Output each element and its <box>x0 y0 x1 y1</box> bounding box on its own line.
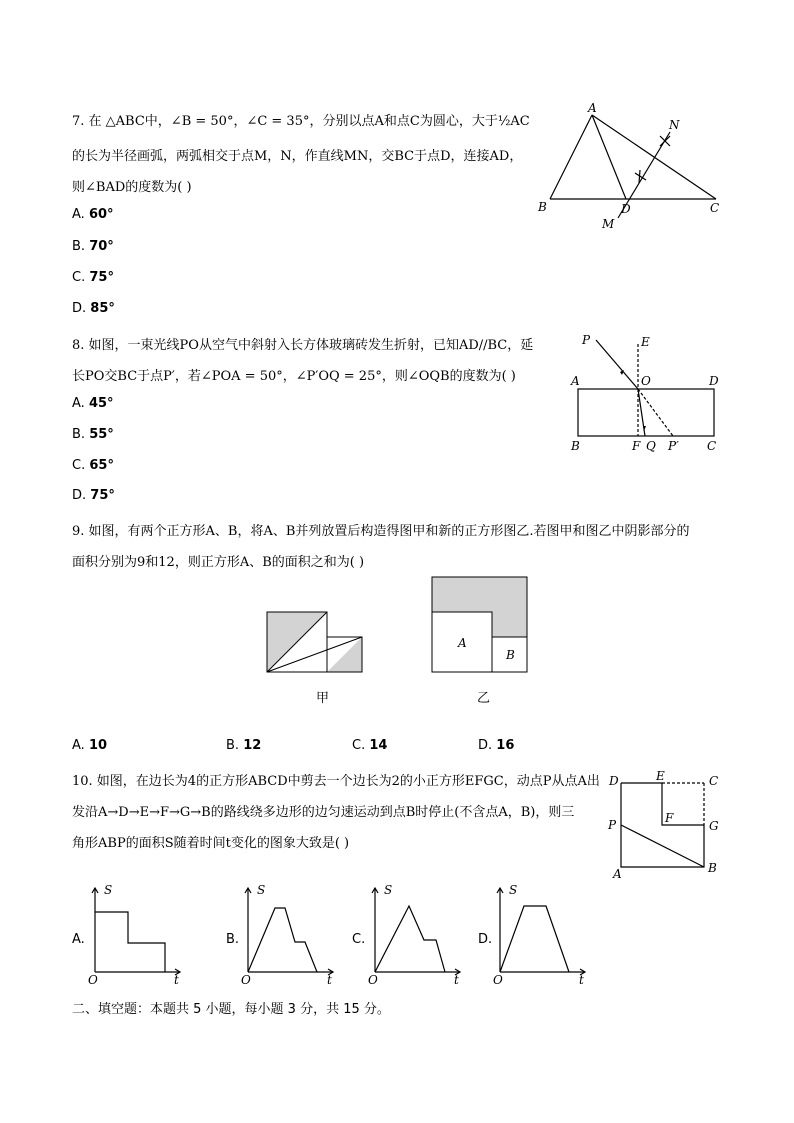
q10-graph-a-letter: A. <box>72 932 85 947</box>
q10-graph-c-curve <box>375 906 445 972</box>
q10-label-e: E <box>656 769 665 783</box>
q8-label-a: A <box>571 374 580 388</box>
q10-graph-c-letter: C. <box>352 932 366 947</box>
q10-graph-b[interactable] <box>237 880 337 990</box>
svg-text:S: S <box>384 883 393 897</box>
q7-label-c: C <box>710 201 720 215</box>
section-title: 二、填空题：本题共 5 小题，每小题 3 分，共 15 分。 <box>72 1002 390 1017</box>
q9-option-c[interactable]: C. 14 <box>352 738 388 753</box>
q10-graph-a[interactable] <box>84 880 184 990</box>
svg-text:S: S <box>257 883 266 897</box>
q9-figure-jia <box>267 612 362 672</box>
q8-label-c: C <box>707 439 717 453</box>
q8-glass-block <box>578 389 714 436</box>
svg-text:t: t <box>327 973 332 987</box>
q10-label-g: G <box>709 819 719 833</box>
svg-text:t: t <box>579 973 584 987</box>
q8-label-p: P <box>582 333 591 347</box>
q8-text-line1: 8. 如图，一束光线PO从空气中斜射入长方体玻璃砖发生折射，已知AD//BC，延 <box>72 338 534 353</box>
q7-text-line1: 7. 在 △ABC中，∠B = 50°，∠C = 35°，分别以点A和点C为圆心，大于½AC <box>72 114 530 129</box>
q10-graph-b-letter: B. <box>226 932 240 947</box>
q7-side-ac <box>592 115 716 199</box>
q8-label-b: B <box>571 439 580 453</box>
q9-caption-jia: 甲 <box>316 691 330 706</box>
q10-square-figure <box>605 768 730 880</box>
q7-side-ab <box>550 115 592 199</box>
q10-graph-c[interactable] <box>364 880 464 990</box>
q9-caption-yi: 乙 <box>477 691 491 706</box>
svg-text:O: O <box>241 973 251 987</box>
svg-text:O: O <box>493 973 503 987</box>
svg-text:S: S <box>104 883 113 897</box>
q10-polygon <box>621 783 704 867</box>
q10-graph-b-curve <box>248 908 317 972</box>
q10-label-b: B <box>708 861 717 875</box>
q7-label-a: A <box>588 101 597 115</box>
q8-option-c[interactable]: C. 65° <box>72 458 114 473</box>
q7-label-m: M <box>602 217 615 231</box>
q10-label-a: A <box>613 867 622 880</box>
q8-label-d: D <box>709 374 719 388</box>
q8-label-q: Q <box>646 439 656 453</box>
q10-graph-d[interactable] <box>489 880 589 990</box>
svg-text:t: t <box>174 973 179 987</box>
q7-option-d[interactable]: D. 85° <box>72 301 115 316</box>
q10-graph-d-curve <box>500 906 569 972</box>
q8-option-b[interactable]: B. 55° <box>72 427 114 442</box>
q7-option-a[interactable]: A. 60° <box>72 207 114 222</box>
q7-label-d: D <box>621 202 631 216</box>
svg-text:O: O <box>368 973 378 987</box>
q8-extension-op2 <box>638 389 673 436</box>
q8-label-p-prime: P′ <box>668 439 679 453</box>
q10-label-c: C <box>709 774 719 788</box>
q7-option-c[interactable]: C. 75° <box>72 270 114 285</box>
q8-ray-po <box>596 340 638 389</box>
q10-label-f: F <box>665 811 674 825</box>
q9-label-a: A <box>458 636 467 650</box>
q7-triangle-figure <box>530 100 730 235</box>
q7-option-b[interactable]: B. 70° <box>72 239 114 254</box>
q9-text-line2: 面积分别为9和12，则正方形A、B的面积之和为( ) <box>72 555 365 570</box>
svg-text:t: t <box>454 973 459 987</box>
q10-label-p: P <box>608 818 617 832</box>
q9-label-b: B <box>506 648 515 662</box>
q8-label-e: E <box>641 335 650 349</box>
q10-graph-a-curve <box>95 912 165 972</box>
q8-refraction-figure <box>565 330 730 455</box>
q9-option-d[interactable]: D. 16 <box>478 738 515 753</box>
svg-text:O: O <box>88 973 98 987</box>
q8-label-o: O <box>641 374 651 388</box>
q10-segment-pb <box>621 825 704 867</box>
q7-segment-ad <box>592 115 626 199</box>
q9-text-line1: 9. 如图，有两个正方形A、B，将A、B并列放置后构造得图甲和新的正方形图乙.若图甲和图乙中阴影部分的 <box>72 524 690 539</box>
q8-label-f: F <box>632 439 641 453</box>
q10-text-line2: 发沿A→D→E→F→G→B的路线绕多边形的边匀速运动到点B时停止(不含点A，B)，则三 <box>72 805 575 820</box>
svg-text:S: S <box>509 883 518 897</box>
q8-text-line2: 长PO交BC于点P′，若∠POA = 50°，∠P′OQ = 25°，则∠OQB的度数为( ) <box>72 369 516 384</box>
q7-text-line2: 的长为半径画弧，两弧相交于点M，N，作直线MN，交BC于点D，连接AD， <box>72 149 523 164</box>
q8-option-d[interactable]: D. 75° <box>72 488 115 503</box>
q9-option-a[interactable]: A. 10 <box>72 738 108 753</box>
q10-graph-d-letter: D. <box>478 932 493 947</box>
q9-option-b[interactable]: B. 12 <box>226 738 262 753</box>
q10-label-d: D <box>609 774 619 788</box>
q9-squares-figure <box>260 570 540 680</box>
q7-text-line3: 则∠BAD的度数为( ) <box>72 180 192 195</box>
q8-option-a[interactable]: A. 45° <box>72 396 114 411</box>
q10-text-line3: 角形ABP的面积S随着时间t变化的图象大致是( ) <box>72 836 350 851</box>
q10-text-line1: 10. 如图，在边长为4的正方形ABCD中剪去一个边长为2的小正方形EFGC，动点P从点A出 <box>72 774 600 789</box>
q7-label-b: B <box>538 200 547 214</box>
q7-label-n: N <box>669 118 680 132</box>
